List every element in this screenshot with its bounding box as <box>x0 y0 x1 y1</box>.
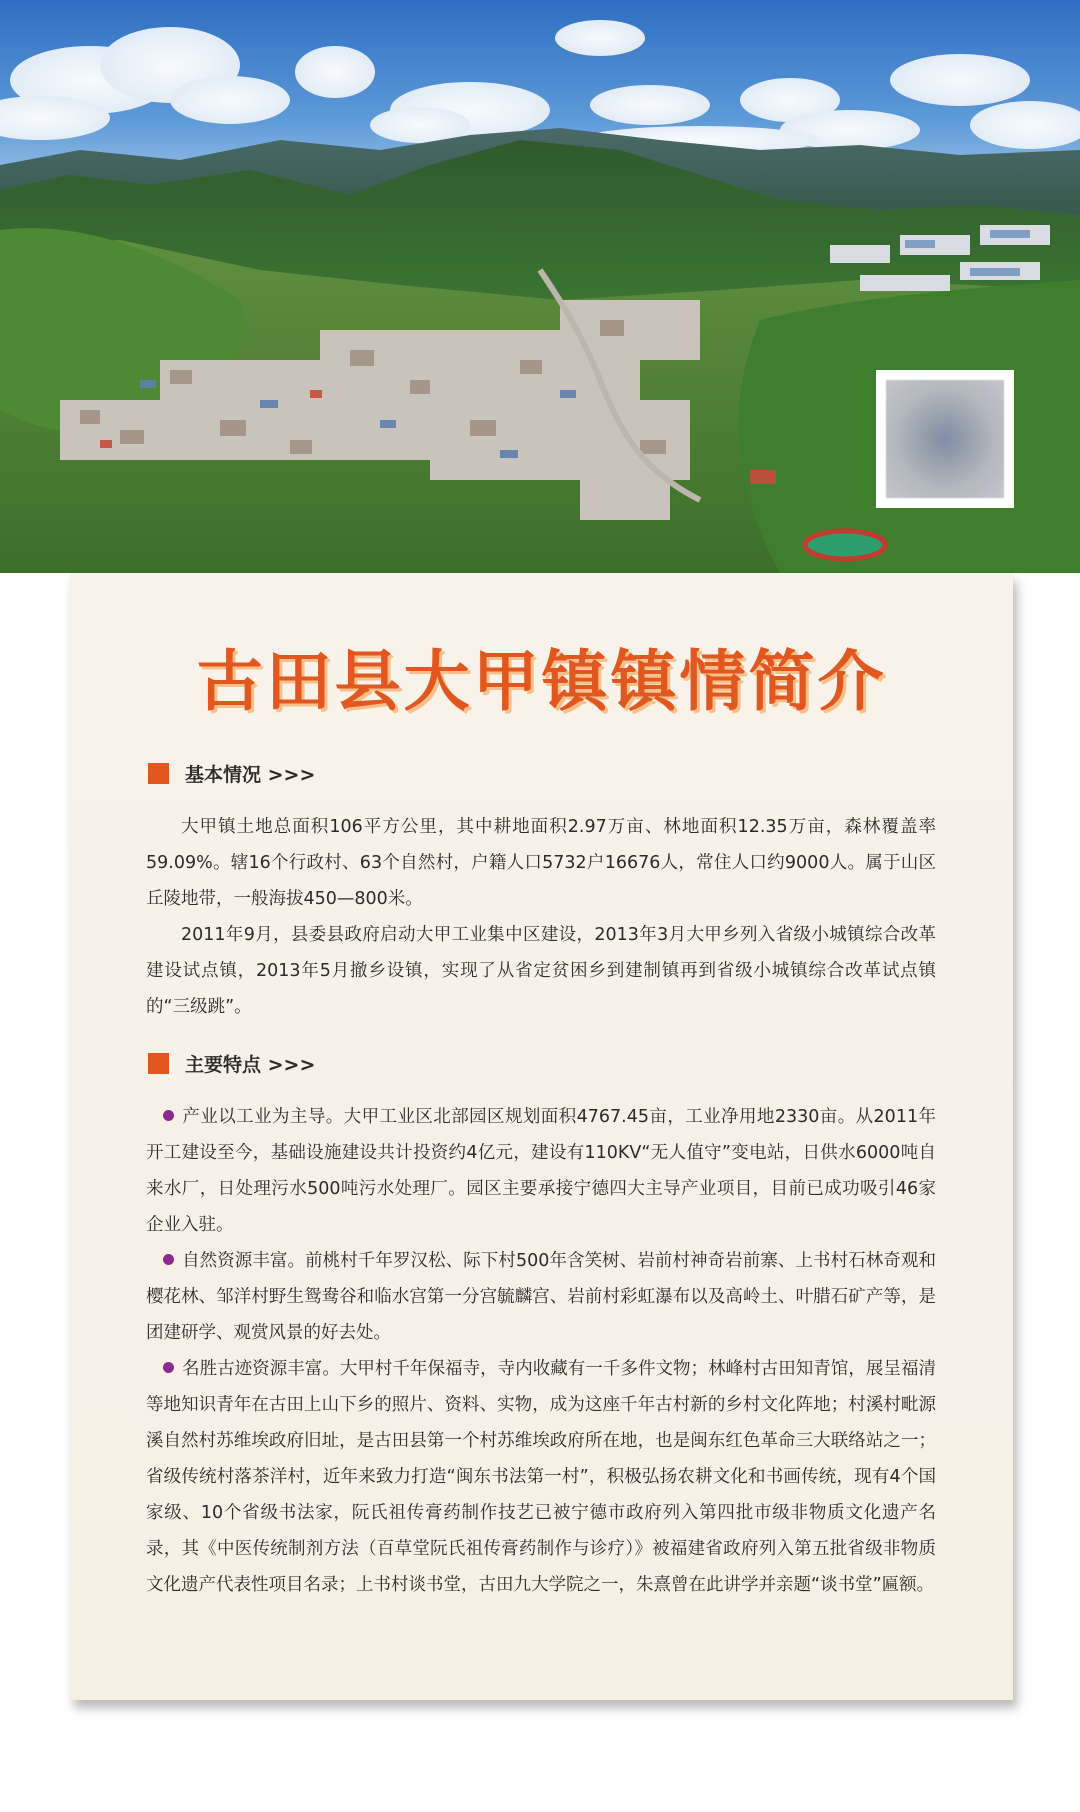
bullet-item <box>146 1351 936 1603</box>
section-heading-label: 基本情况 >>> <box>185 763 316 786</box>
qr-code-blurred-image <box>886 380 1004 498</box>
section-heading-basic <box>148 761 315 785</box>
bullet-item <box>146 1243 936 1351</box>
bullet-text: 名胜古迹资源丰富。大甲村千年保福寺，寺内收藏有一千多件文物；林峰村古田知青馆，展呈福清等地知识青年在古田上山下乡的照片、资料、实物，成为这座千年古村新的乡村文化阵地；村溪村毗源溪自然村苏维埃政府旧址，是古田县第一个村苏维埃政府所在地，也是闽东红色革命三大联络站之一；省级传统村落茶洋村，近年来致力打造“闽东书法第一村”，积极弘扬农耕文化和书画传统，现有4个国家级、10个省级书法家，阮氏祖传膏药制作技艺已被宁德市政府列入第四批市级非物质文化遗产名录，其《中医传统制剂方法（百草堂阮氏祖传膏药制作与诊疗）》被福建省政府列入第五批省级非物质文化遗产代表性项目名录；上书村谈书堂，古田九大学院之一，朱熹曾在此讲学并亲题“谈书堂”匾额。 <box>146 1359 936 1595</box>
bullet-dot-icon <box>163 1362 174 1373</box>
section-heading-label: 主要特点 >>> <box>185 1053 316 1076</box>
paragraph: 2011年9月，县委县政府启动大甲工业集中区建设，2013年3月大甲乡列入省级小城镇综合改革建设试点镇，2013年5月撤乡设镇，实现了从省定贫困乡到建制镇再到省级小城镇综合改革试点镇的“三级跳”。 <box>146 925 936 1017</box>
section-marker-icon <box>148 1053 169 1074</box>
section-heading-features <box>148 1051 315 1075</box>
qr-code <box>876 370 1014 508</box>
paragraph: 大甲镇土地总面积106平方公里，其中耕地面积2.97万亩、林地面积12.35万亩，森林覆盖率59.09%。辖16个行政村、63个自然村，户籍人口5732户16676人，常住人口约9000人。属于山区丘陵地带，一般海拔450—800米。 <box>146 817 936 909</box>
section-marker-icon <box>148 763 169 784</box>
bullet-dot-icon <box>163 1254 174 1265</box>
bullet-dot-icon <box>163 1110 174 1121</box>
content-card <box>70 573 1013 1700</box>
bullet-text: 产业以工业为主导。大甲工业区北部园区规划面积4767.45亩，工业净用地2330亩。从2011年开工建设至今，基础设施建设共计投资约4亿元，建设有110KV“无人值守”变电站，日供水6000吨自来水厂，日处理污水500吨污水处理厂。园区主要承接宁德四大主导产业项目，目前已成功吸引46家企业入驻。 <box>146 1107 936 1235</box>
page-title: 古田县大甲镇镇情简介 <box>196 643 887 720</box>
bullet-text: 自然资源丰富。前桃村千年罗汉松、际下村500年含笑树、岩前村神奇岩前寨、上书村石林奇观和樱花林、邹洋村野生鸳鸯谷和临水宫第一分宫毓麟宫、岩前村彩虹瀑布以及高岭土、叶腊石矿产等，是团建研学、观赏风景的好去处。 <box>146 1251 936 1343</box>
bullet-item <box>146 1099 936 1243</box>
